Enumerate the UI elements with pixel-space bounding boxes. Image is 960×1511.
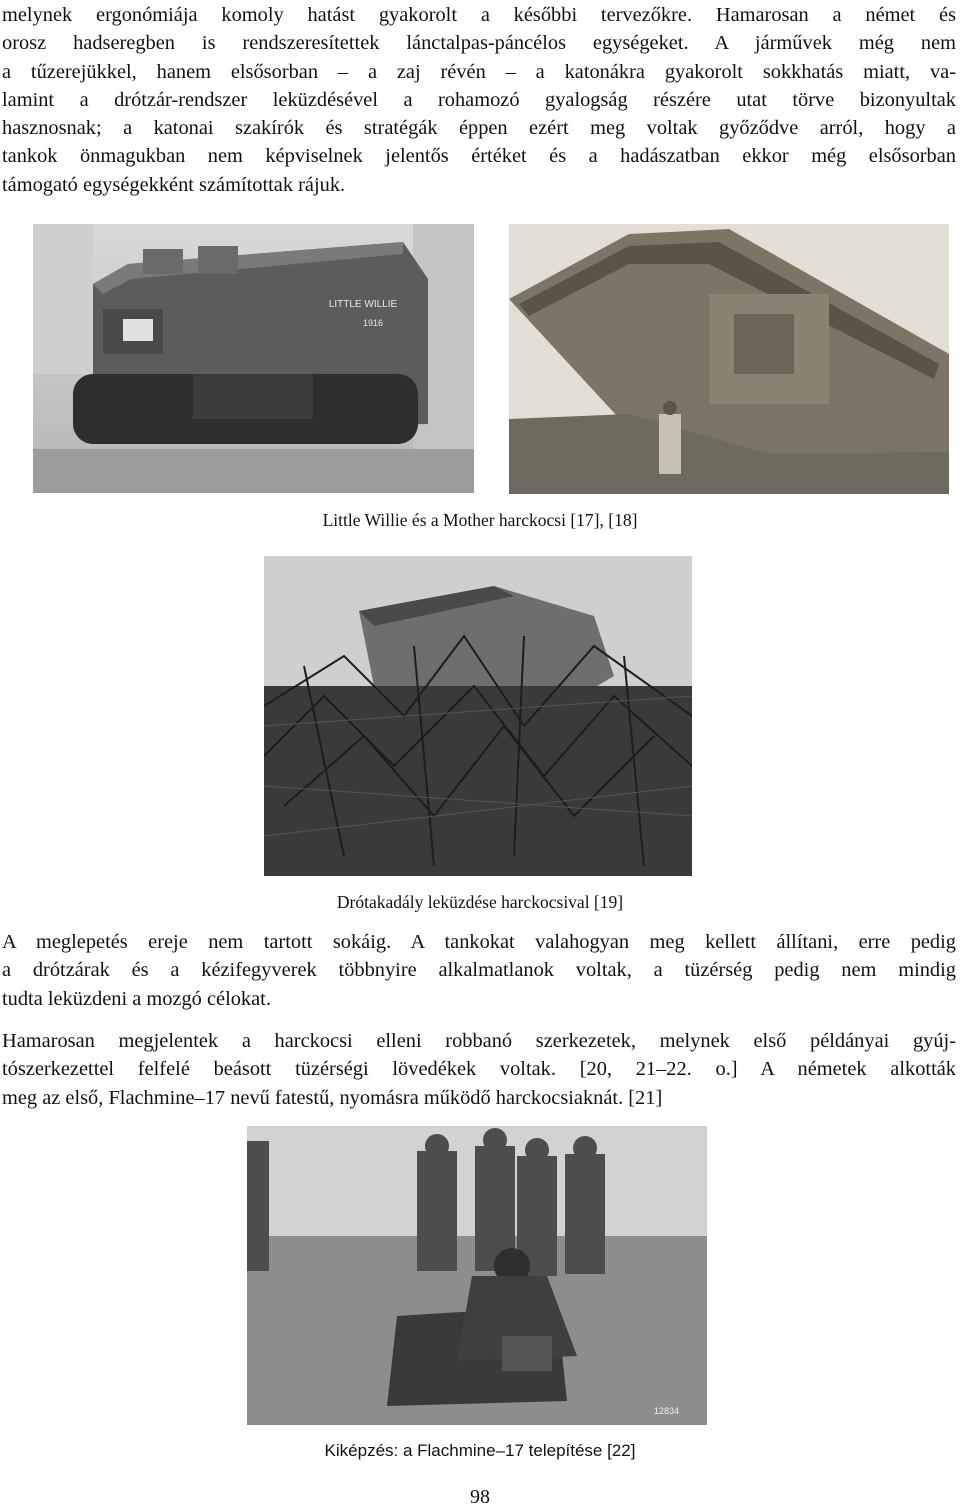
paragraph-top xyxy=(2,1,956,199)
wire-obstacle-photo xyxy=(264,556,692,876)
text-line: tudta leküzdeni a mozgó célokat. xyxy=(2,987,271,1010)
page-number: 98 xyxy=(470,1486,490,1508)
text-line: tószerkezettel felfelé beásott tüzérségi lövedékek voltak. [20, 21–22. o.] A németek alkották xyxy=(2,1058,956,1081)
text-line: Hamarosan megjelentek a harckocsi elleni robbanó szerkezetek, melynek első példányai gyúj- xyxy=(2,1030,956,1052)
text-line: a tűzerejükkel, hanem elsősorban – a zaj révén – a katonákra gyakorolt sokkhatás miatt, va- xyxy=(2,60,956,83)
text-line: meg az első, Flachmine–17 nevű fatestű, nyomásra működő harckocsiaknát. [21] xyxy=(2,1086,663,1109)
text-line: a drótzárak és a kézifegyverek többnyire alkalmatlanok voltak, a tüzérség pedig nem mindig xyxy=(2,959,956,982)
figure-3-caption: Kiképzés: a Flachmine–17 telepítése [22] xyxy=(324,1441,636,1460)
text-line: A meglepetés ereje nem tartott sokáig. A tankokat valahogyan meg kellett állítani, erre pedig xyxy=(2,931,956,953)
paragraph-middle xyxy=(2,928,956,1013)
photo-number: 12834 xyxy=(653,1406,679,1416)
figure-2-caption: Drótakadály leküzdése harckocsival [19] xyxy=(336,892,624,912)
flachmine-training-photo xyxy=(247,1126,707,1425)
mother-tank-photo xyxy=(509,224,949,494)
tank-marking: LITTLE WILLIE xyxy=(328,299,398,310)
tank-year: 1916 xyxy=(362,318,384,328)
text-line: támogató egységekként számítottak rájuk. xyxy=(2,173,346,196)
text-line: lamint a drótzár-rendszer leküzdésével a rohamozó gyalogság részére utat törve bizonyultak xyxy=(2,88,956,111)
text-line: orosz hadseregben is rendszeresítettek lánctalpas-páncélos egységeket. A járművek még nem xyxy=(2,32,956,55)
little-willie-photo xyxy=(33,224,474,493)
text-line: hasznosnak; a katonai szakírók és stratégák éppen ezért meg voltak győződve arról, hogy a xyxy=(2,117,956,140)
text-line: tankok önmagukban nem képviselnek jelentős értéket és a hadászatban ekkor még elsősorban xyxy=(2,145,956,168)
paragraph-bottom xyxy=(2,1027,956,1112)
text-line: melynek ergonómiája komoly hatást gyakorolt a későbbi tervezőkre. Hamarosan a német és xyxy=(2,4,956,26)
figure-1-caption: Little Willie és a Mother harckocsi [17], [18] xyxy=(322,510,638,530)
